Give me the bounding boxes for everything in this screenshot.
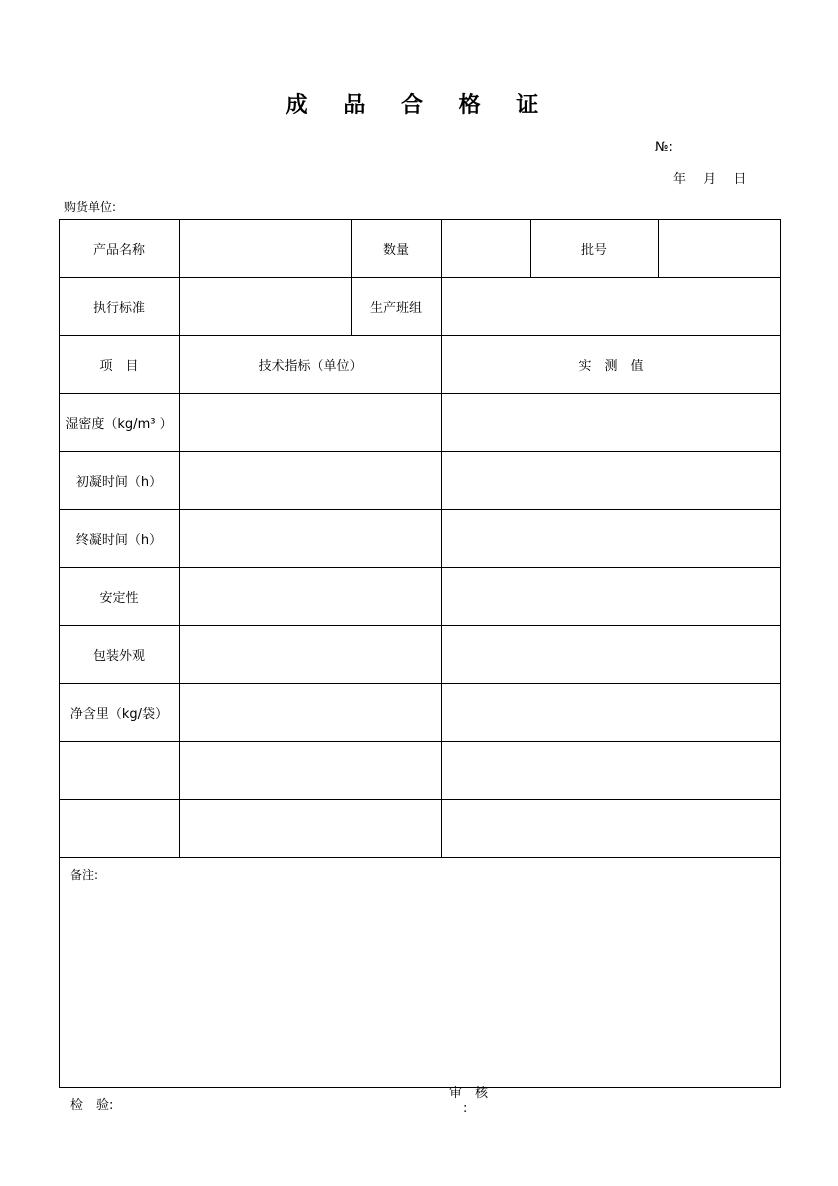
- table-rule: [59, 857, 781, 858]
- row-label-final-set: 终凝时间（h）: [75, 532, 163, 548]
- remark-label: 备注:: [70, 868, 99, 882]
- review-label-text: 审 核: [449, 1086, 489, 1101]
- standard-label: 执行标准: [92, 300, 145, 316]
- batch-number-label: 批号: [580, 242, 607, 258]
- product-name-field[interactable]: [180, 219, 351, 277]
- row-label-wet-density: 湿密度（kg/m³ ）: [65, 416, 173, 432]
- product-name-label: 产品名称: [92, 242, 145, 258]
- row-label-net-content: 净含里（kg/袋）: [69, 706, 169, 722]
- table-border-bottom: [59, 1087, 781, 1088]
- spec-column-header: 技术指标（单位）: [258, 358, 363, 374]
- table-border-right: [780, 219, 781, 1088]
- batch-number-field[interactable]: [659, 219, 780, 277]
- document-title: 成 品 合 格 证: [285, 93, 553, 118]
- year-label: 年: [673, 172, 687, 187]
- row-label-soundness: 安定性: [99, 590, 139, 606]
- row-label-blank: [59, 741, 179, 799]
- certificate-number-label: №:: [655, 140, 673, 155]
- team-label: 生产班组: [369, 300, 422, 316]
- review-label-colon: :: [463, 1101, 468, 1116]
- review-label: [449, 1086, 488, 1116]
- team-field[interactable]: [442, 277, 780, 335]
- inspection-label: 检 验:: [70, 1098, 114, 1113]
- row-label-packaging: 包装外观: [92, 648, 145, 664]
- measured-column-header: 实 测 值: [578, 358, 644, 374]
- day-label: 日: [733, 172, 747, 187]
- date-line: [673, 168, 759, 187]
- month-label: 月: [703, 172, 717, 187]
- row-label-initial-set: 初凝时间（h）: [75, 474, 163, 490]
- item-column-header: 项 目: [99, 358, 139, 374]
- quantity-field[interactable]: [442, 219, 530, 277]
- buyer-label: 购货单位:: [64, 200, 117, 214]
- standard-field[interactable]: [180, 277, 351, 335]
- row-label-blank: [59, 799, 179, 857]
- certificate-table: [59, 219, 781, 1088]
- quantity-label: 数量: [382, 242, 409, 258]
